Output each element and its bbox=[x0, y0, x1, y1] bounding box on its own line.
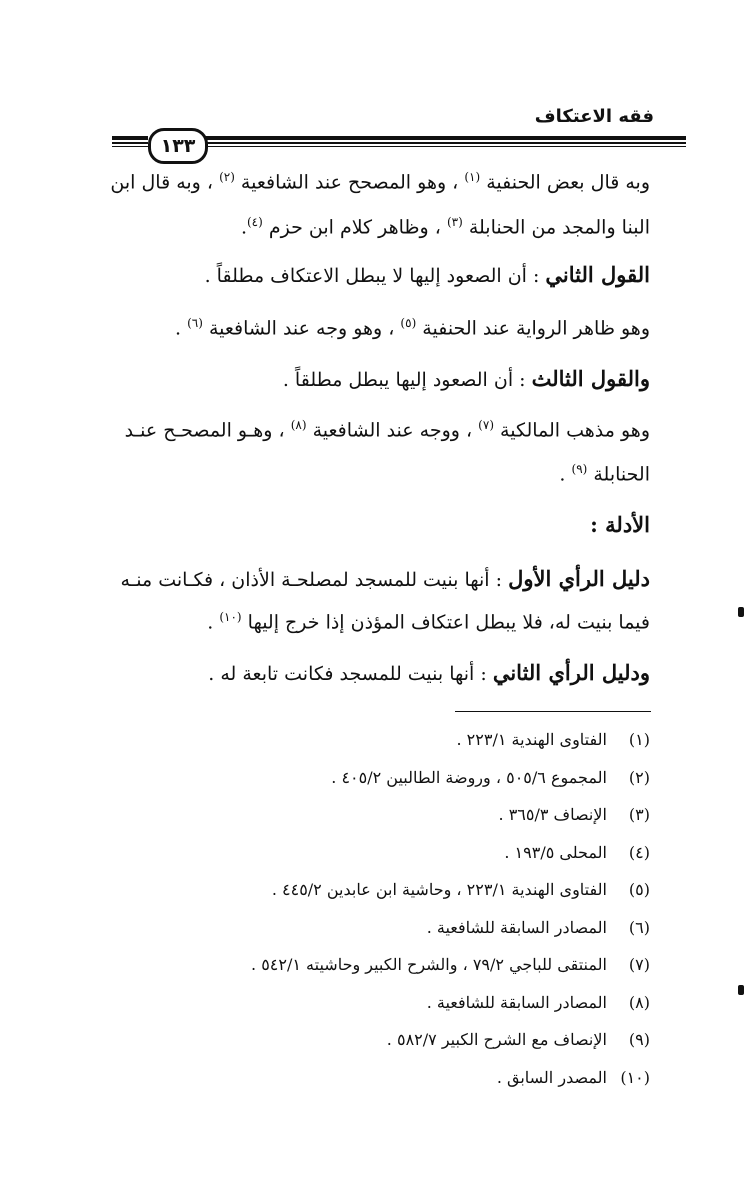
footnote-ref: (٣) bbox=[446, 215, 463, 229]
footnote-text: المصادر السابقة للشافعية . bbox=[426, 917, 612, 937]
margin-mark bbox=[738, 985, 744, 995]
footnote-text: المصادر السابقة للشافعية . bbox=[426, 992, 612, 1012]
footnote-text: الفتاوى الهندية ٢٢٣/١ ، وحاشية ابن عابدين ٤٤٥/٢ . bbox=[271, 880, 612, 899]
footnote-item bbox=[331, 768, 650, 787]
footnote-number: (١) bbox=[628, 730, 650, 749]
heading-phrase: والقول الثالث bbox=[531, 366, 650, 391]
footnote-number: (٣) bbox=[628, 805, 650, 824]
header-rule-left-thick bbox=[112, 136, 148, 140]
footnote-number: (١٠) bbox=[620, 1067, 650, 1087]
text-run: ، وظاهر كلام ابن حزم bbox=[262, 216, 447, 239]
text-run: . bbox=[559, 463, 572, 486]
text-line bbox=[559, 462, 650, 485]
footnote-text: المنتقى للباجي ٧٩/٢ ، والشرح الكبير وحاشيته ٥٤٢/١ . bbox=[251, 955, 612, 974]
text-line bbox=[241, 215, 650, 238]
footnote-ref: (٦) bbox=[187, 316, 203, 330]
text-run: ، وبه قال ابن bbox=[110, 171, 220, 194]
text-run: البنا والمجد من الحنابلة bbox=[462, 216, 650, 239]
header-rule-mid bbox=[202, 142, 686, 144]
footnote-number: (٨) bbox=[628, 992, 650, 1012]
footnote-ref: (٢) bbox=[219, 170, 235, 184]
text-run: ، وهـو المصحـح عنـد bbox=[124, 419, 291, 442]
footnote-item bbox=[504, 843, 650, 862]
heading-phrase: ودليل الرأي الثاني bbox=[492, 660, 650, 685]
text-run: الحنابلة bbox=[587, 463, 650, 486]
text-run: ، ووجه عند الشافعية bbox=[306, 419, 479, 442]
footnote-ref: (٨) bbox=[290, 418, 307, 432]
footnote-text: الإنصاف ٣٦٥/٣ . bbox=[498, 805, 612, 824]
footnote-number: (٤) bbox=[628, 842, 650, 862]
footnote-ref: (١٠) bbox=[219, 610, 242, 624]
running-header-title: فقه الاعتكاف bbox=[534, 106, 654, 127]
footnote-text: المحلى ١٩٣/٥ . bbox=[504, 842, 612, 862]
footnote-item bbox=[272, 880, 650, 899]
text-line bbox=[283, 366, 650, 391]
text-run: ، وهو وجه عند الشافعية bbox=[202, 317, 401, 340]
text-line bbox=[205, 262, 650, 287]
page-number-badge: ١٣٣ bbox=[148, 128, 208, 164]
text-line bbox=[121, 566, 651, 591]
text-run: : أن الصعود إليها لا يبطل الاعتكاف مطلقاً . bbox=[204, 265, 546, 287]
footnote-text: الإنصاف مع الشرح الكبير ٥٨٢/٧ . bbox=[386, 1030, 612, 1049]
footnote-item bbox=[427, 918, 650, 937]
text-run: . bbox=[207, 611, 220, 634]
footnote-text: المصدر السابق . bbox=[496, 1067, 612, 1087]
footnote-item bbox=[499, 805, 650, 824]
text-line bbox=[110, 170, 650, 193]
footnote-item bbox=[251, 955, 650, 974]
footnote-separator bbox=[455, 711, 651, 712]
text-line bbox=[175, 316, 650, 339]
footnote-ref: (٥) bbox=[400, 316, 417, 330]
footnote-number: (٥) bbox=[628, 880, 650, 899]
text-run: : أنها بنيت للمسجد لمصلحـة الأذان ، فكـانت منـه bbox=[120, 569, 509, 591]
text-line bbox=[208, 660, 650, 685]
text-run: : أن الصعود إليها يبطل مطلقاً . bbox=[282, 369, 532, 391]
heading-phrase: القول الثاني bbox=[545, 262, 650, 287]
header-rule-thin bbox=[202, 146, 686, 147]
text-run: . bbox=[174, 317, 188, 340]
header-rule-left-mid bbox=[112, 142, 148, 144]
text-run: ، وهو المصحح عند الشافعية bbox=[234, 171, 465, 194]
heading-phrase: دليل الرأي الأول bbox=[508, 566, 650, 591]
header-rule-thick bbox=[202, 136, 686, 140]
text-line bbox=[590, 512, 650, 537]
footnote-ref: (٤) bbox=[246, 215, 263, 229]
header-rule-left-thin bbox=[112, 146, 148, 147]
footnote-text: الفتاوى الهندية ٢٢٣/١ . bbox=[456, 730, 612, 749]
text-run: . bbox=[240, 216, 247, 239]
text-run: : أنها بنيت للمسجد فكانت تابعة له . bbox=[208, 663, 493, 685]
footnote-text: المجموع ٥٠٥/٦ ، وروضة الطالبين ٤٠٥/٢ . bbox=[331, 767, 612, 787]
text-run: وهو ظاهر الرواية عند الحنفية bbox=[416, 317, 650, 340]
footnote-number: (٢) bbox=[628, 767, 650, 787]
footnote-item bbox=[387, 1030, 650, 1049]
footnote-number: (٧) bbox=[628, 955, 650, 974]
heading-phrase: الأدلة : bbox=[590, 512, 650, 537]
text-run: وهو مذهب المالكية bbox=[494, 419, 650, 442]
margin-mark bbox=[738, 607, 744, 617]
footnote-number: (٦) bbox=[628, 917, 650, 937]
text-line bbox=[207, 610, 650, 633]
text-run: فيما بنيت له، فلا يبطل اعتكاف المؤذن إذا خرج إليها bbox=[241, 611, 650, 634]
text-run: وبه قال بعض الحنفية bbox=[480, 171, 650, 194]
text-line bbox=[125, 418, 650, 441]
footnote-number: (٩) bbox=[628, 1030, 650, 1049]
footnote-ref: (٧) bbox=[478, 418, 494, 432]
footnote-ref: (٩) bbox=[571, 462, 588, 476]
footnote-item bbox=[456, 730, 650, 749]
footnote-item bbox=[427, 993, 650, 1012]
footnote-item bbox=[497, 1068, 650, 1087]
footnote-ref: (١) bbox=[464, 170, 481, 184]
